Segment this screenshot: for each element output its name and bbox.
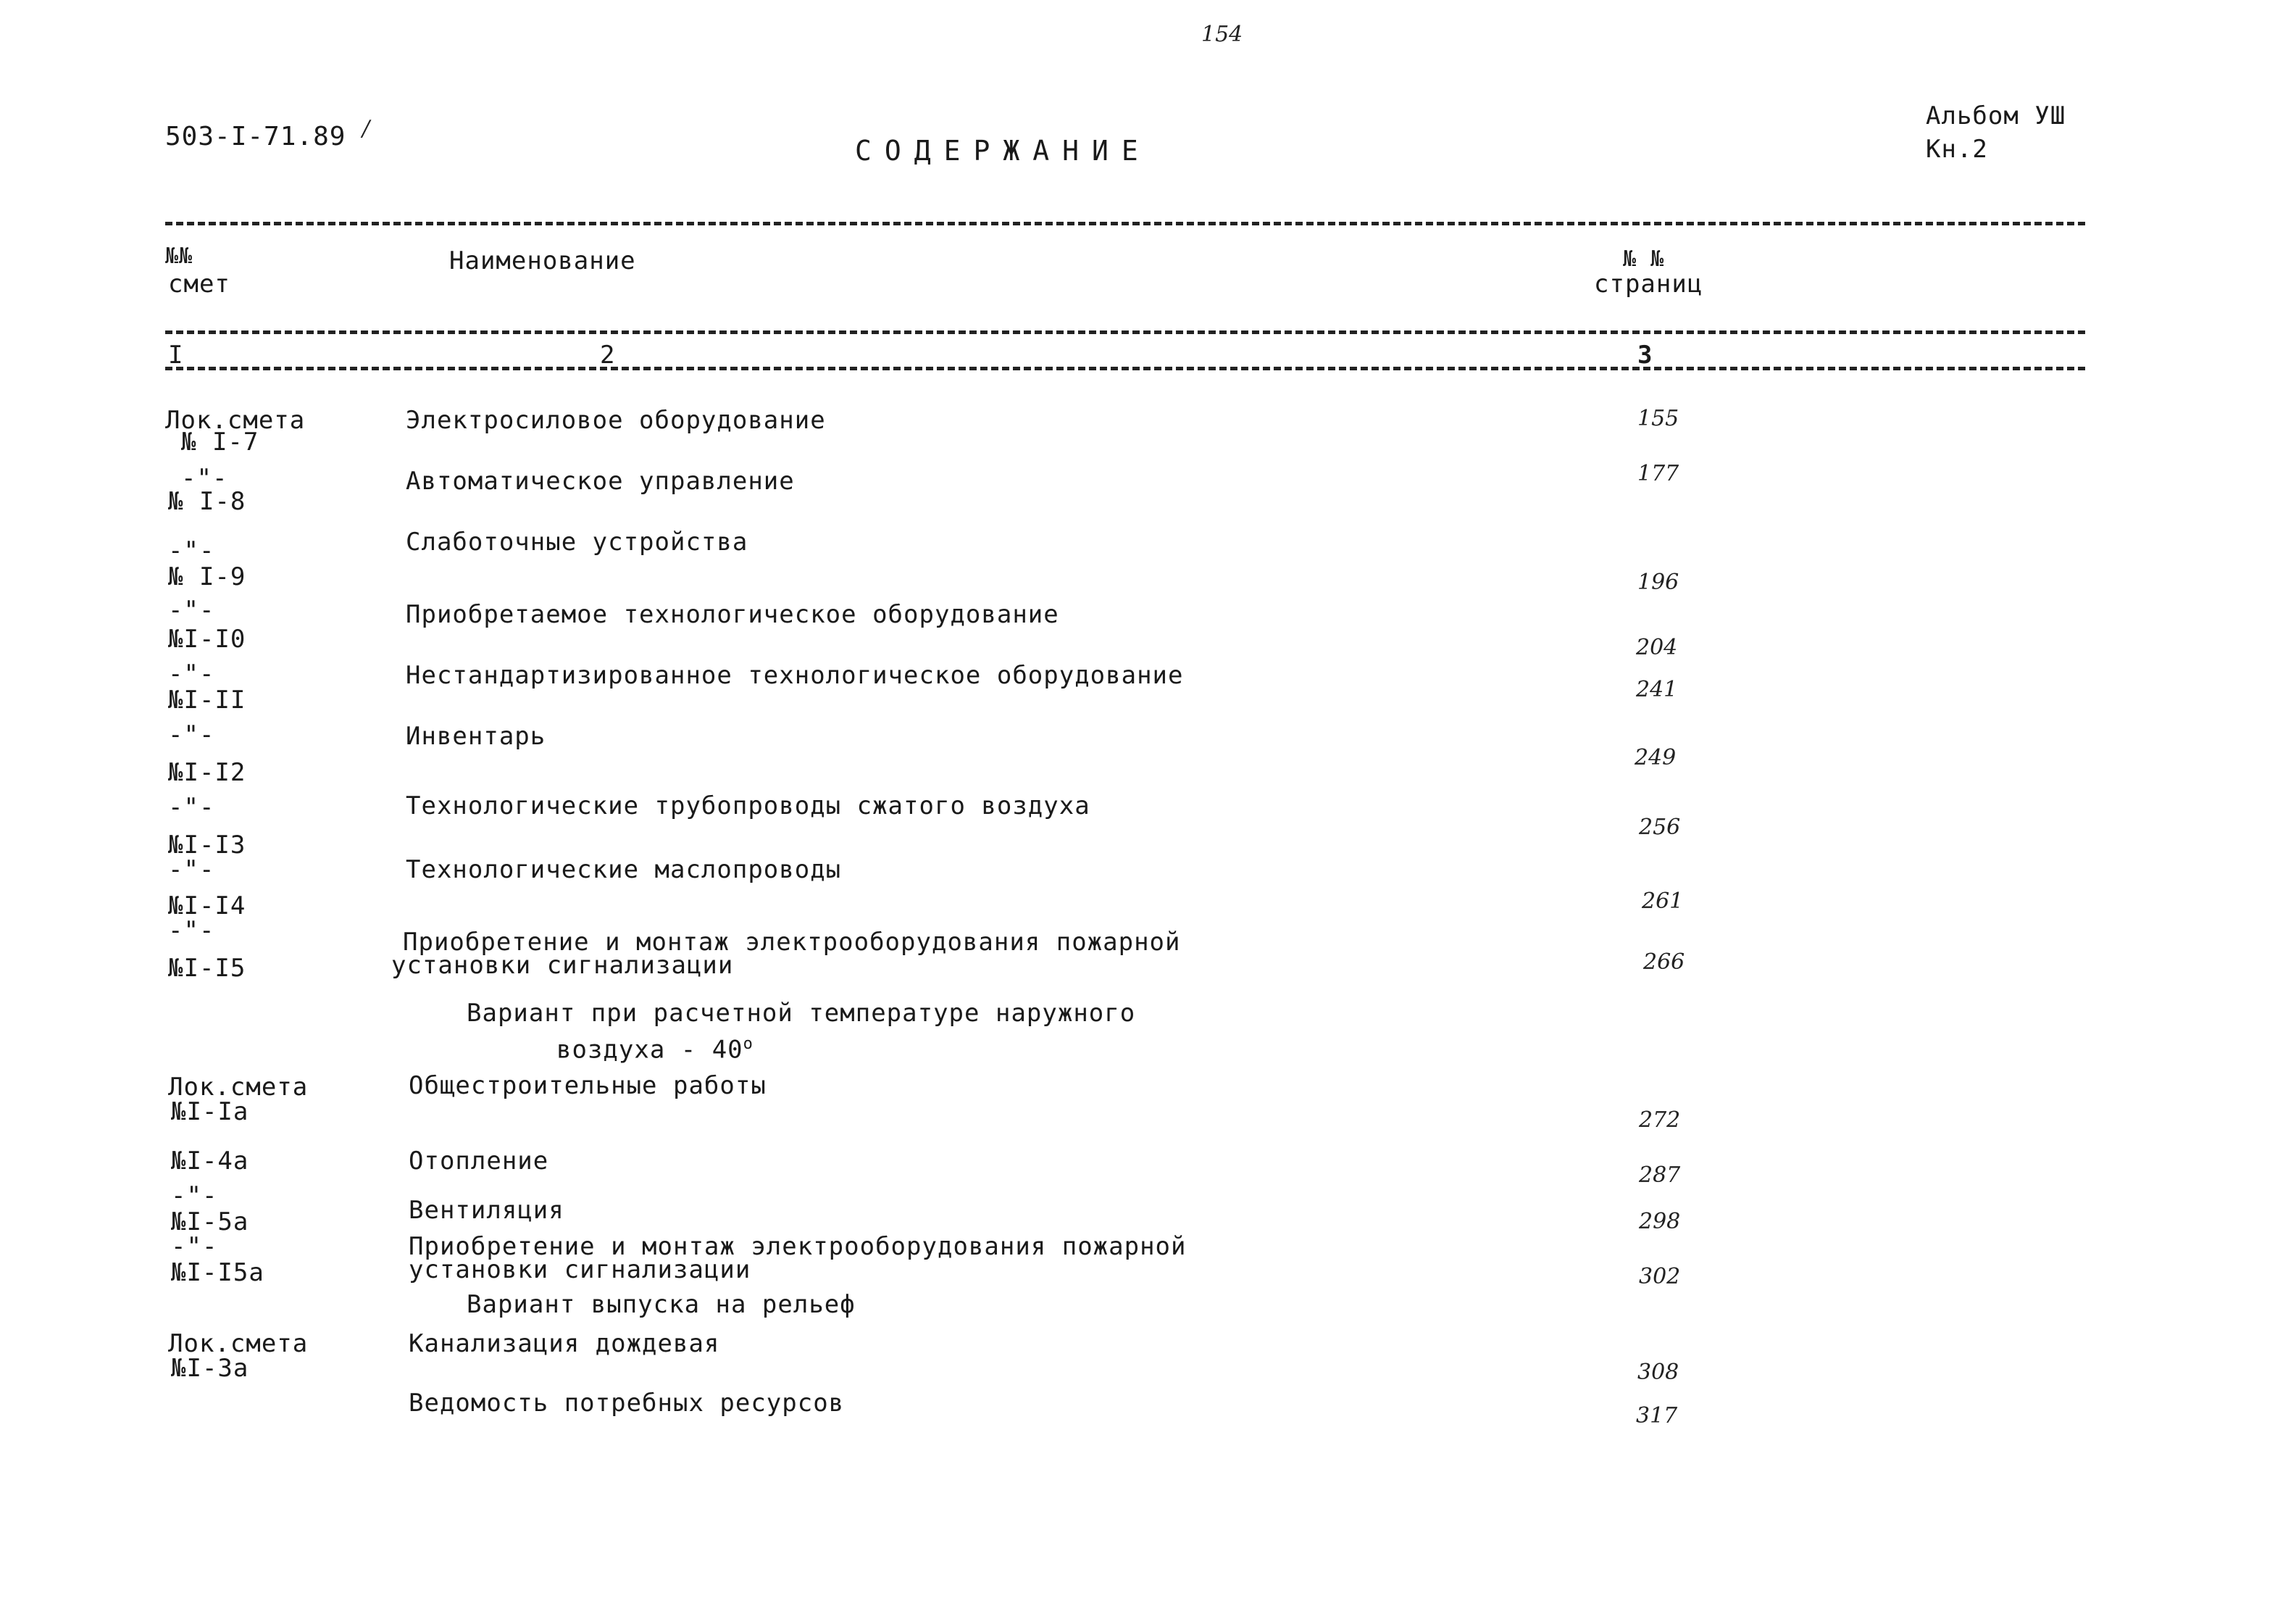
row-code-line2: №I-3а	[171, 1354, 249, 1383]
row-code-line2: №I-I5а	[171, 1258, 264, 1287]
row-code-line1: -"-	[181, 464, 228, 493]
row-code-line1: -"-	[171, 1181, 218, 1210]
row-code-line2: №I-I5	[168, 954, 246, 983]
section-heading: Вариант при расчетной температуре наружного	[467, 999, 1136, 1028]
row-name: Общестроительные работы	[409, 1071, 767, 1100]
row-code-line1: Лок.смета	[168, 1073, 309, 1102]
row-code-line1: Лок.смета	[168, 1329, 309, 1358]
header-mid-rule	[165, 330, 2085, 334]
col-number-3: 3	[1637, 341, 1653, 370]
row-name: Технологические маслопроводы	[406, 855, 842, 884]
col1-header-line2: смет	[168, 270, 230, 299]
row-page: 155	[1637, 406, 1679, 431]
row-page: 256	[1639, 815, 1681, 840]
degree-mark: о	[743, 1035, 753, 1053]
album-label: Альбом УШ	[1926, 101, 2066, 130]
row-name: Электросиловое оборудование	[406, 406, 826, 435]
row-code-line1: -"-	[168, 536, 215, 565]
row-code-line1: -"-	[168, 916, 215, 945]
col-number-2: 2	[600, 341, 616, 370]
row-name: Ведомость потребных ресурсов	[409, 1389, 845, 1418]
row-code-line1: -"-	[171, 1232, 218, 1261]
col2-header: Наименование	[449, 246, 636, 275]
row-name: Слаботочные устройства	[406, 528, 748, 557]
row-code-line2: № I-7	[181, 428, 259, 457]
row-page: 298	[1639, 1209, 1681, 1234]
row-code-line1: -"-	[168, 720, 215, 749]
row-name: Автоматическое управление	[406, 467, 795, 496]
row-code-line2: №I-5а	[171, 1207, 249, 1236]
row-page: 317	[1636, 1403, 1678, 1428]
row-page: 302	[1639, 1264, 1681, 1289]
row-code-line2: № I-8	[168, 487, 246, 516]
row-name-line1: Приобретение и монтаж электрооборудования пожарной	[403, 928, 1181, 957]
row-code-line2: №I-I4	[168, 891, 246, 920]
row-name-line1: Приобретение и монтаж электрооборудования пожарной	[409, 1232, 1187, 1261]
row-code-line2: №I-II	[168, 686, 246, 715]
col-number-1: I	[168, 341, 184, 370]
row-code-line1: -"-	[168, 793, 215, 822]
row-code-line1: -"-	[168, 855, 215, 884]
row-code-line1: Лок.смета	[165, 406, 306, 435]
row-page: 272	[1639, 1107, 1681, 1133]
col1-header-line1: №№	[165, 244, 193, 269]
row-name: Нестандартизированное технологическое оборудование	[406, 661, 1184, 690]
row-page: 287	[1639, 1162, 1681, 1188]
row-page: 261	[1642, 889, 1684, 914]
row-name: Отопление	[409, 1147, 549, 1176]
row-page: 308	[1637, 1360, 1679, 1385]
row-name: Инвентарь	[406, 722, 546, 751]
row-page: 177	[1637, 461, 1679, 486]
document-code: 503-I-71.89	[165, 122, 346, 151]
row-code-line2: №I-Iа	[171, 1097, 249, 1126]
row-code-line1: -"-	[168, 660, 215, 689]
row-page: 241	[1636, 677, 1678, 702]
col3-header-line2: страниц	[1594, 270, 1703, 299]
row-page: 204	[1636, 635, 1678, 660]
section-heading-line2: воздуха - $40^о$	[556, 1035, 753, 1065]
row-name-line2: установки сигнализации	[409, 1255, 751, 1284]
header-bottom-rule	[165, 367, 2085, 370]
row-code-line2: № I-9	[168, 562, 246, 591]
book-label: Кн.2	[1926, 135, 1988, 164]
row-code-line2: №I-I3	[168, 831, 246, 860]
row-page: 196	[1637, 570, 1679, 595]
row-code-line1: -"-	[168, 596, 215, 625]
row-name: Приобретаемое технологическое оборудование	[406, 600, 1059, 629]
row-code-line2: №I-I0	[168, 625, 246, 654]
row-code-line1: №I-4а	[171, 1147, 249, 1176]
row-name: Технологические трубопроводы сжатого воздуха	[406, 791, 1090, 820]
row-code-line2: №I-I2	[168, 758, 246, 787]
page-title: СОДЕРЖАНИЕ	[855, 135, 1151, 167]
row-name-line2: установки сигнализации	[391, 951, 734, 980]
row-name: Вентиляция	[409, 1196, 564, 1225]
header-top-rule	[165, 222, 2085, 225]
section-heading: Вариант выпуска на рельеф	[467, 1290, 856, 1319]
col3-header-line1: № №	[1623, 246, 1665, 272]
row-page: 249	[1635, 745, 1677, 770]
document-code-mark: /	[362, 116, 370, 141]
row-name: Канализация дождевая	[409, 1329, 720, 1358]
row-page: 266	[1643, 949, 1685, 975]
page-number: 154	[1201, 22, 1243, 47]
